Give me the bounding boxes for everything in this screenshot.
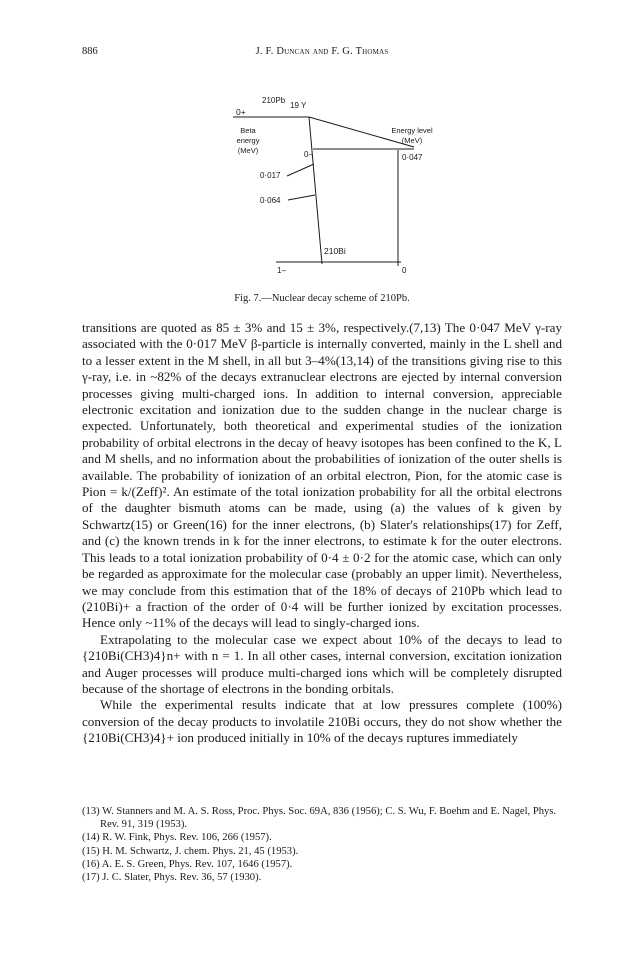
references-list xyxy=(82,805,562,884)
half-life-label: 19 Y xyxy=(290,101,307,110)
ground-energy-label: 0 xyxy=(402,266,407,275)
beta-energy-label-3: (MeV) xyxy=(237,146,259,155)
reference-13: (13) W. Stanners and M. A. S. Ross, Proc. Phys. Soc. 69A, 836 (1956); C. S. Wu, F. Boehm and E. Nagel, Phys. Rev. 91, 319 (1953). xyxy=(82,806,557,831)
reference-15: (15) H. M. Schwartz, J. chem. Phys. 21, 45 (1953). xyxy=(82,845,299,857)
parent-isotope-label: 210Pb xyxy=(262,96,286,105)
energy-level-label-2: (MeV) xyxy=(401,136,423,145)
body-paragraph-2: Extrapolating to the molecular case we expect about 10% of the decays to lead to {210Bi(CH3)4}n+ with n = 1. In all other cases, internal conversion, excitation ionization and Auger processes will produce multi-charged ions which will be completely disrupted because of the shortage of electrons in the bonding orbitals. xyxy=(82,631,562,696)
excited-energy-label: 0·047 xyxy=(402,153,423,162)
reference-16: (16) A. E. S. Green, Phys. Rev. 107, 1646 (1957). xyxy=(82,858,293,870)
body-paragraph-3: While the experimental results indicate that at low pressures complete (100%) conversion of the decay products to involatile 210Bi occurs, they do not show whether the {210Bi(CH3)4}+ ion produced initially in 10% of the decays ruptures immediately xyxy=(82,697,562,746)
figure-caption: Fig. 7.—Nuclear decay scheme of 210Pb. xyxy=(234,293,410,304)
daughter-isotope-label: 210Bi xyxy=(324,246,346,256)
reference-14: (14) R. W. Fink, Phys. Rev. 106, 266 (1957). xyxy=(82,832,272,844)
beta-energy-0017: 0·017 xyxy=(260,171,281,180)
decay-scheme-diagram xyxy=(0,0,644,300)
leader-0064 xyxy=(288,195,315,200)
beta-energy-0064: 0·064 xyxy=(260,196,281,205)
beta-energy-label-2: energy xyxy=(236,136,260,145)
excited-spin-label: 0– xyxy=(304,150,313,159)
reference-17: (17) J. C. Slater, Phys. Rev. 36, 57 (1930). xyxy=(82,872,262,884)
leader-0017 xyxy=(287,164,314,176)
energy-level-label-1: Energy level xyxy=(391,126,433,135)
running-head: J. F. Duncan and F. G. Thomas xyxy=(255,46,389,57)
parent-spin-label: 0+ xyxy=(236,107,246,117)
body-paragraph-1: transitions are quoted as 85 ± 3% and 15 ± 3%, respectively.(7,13) The 0·047 MeV γ-ray associated with the 0·017 MeV β-particle is internally converted, mainly in the L shell and to a lesser extent in the M shell, in all but 3–4%(13,14) of the transitions giving rise to this γ-ray, i.e. in ~82% of the decays extranuclear electrons are ejected by internal conversion processes giving multi-charged ions. In addition to internal conversion, appreciable electronic excitation and ionization due to the sudden change in the nuclear charge is expected. Unfortunately, both theoretical and experimental studies of the ionization probability of orbital electrons in the decay of heavy isotopes has been confined to the K, L and M shells, and no information about the probabilities of ionization of the outer shells is available. The probability of ionization of an orbital electron, Pion, for the atomic case is Pion = k/(Zeff)². An estimate of the total ionization probability for all the orbital electrons of the daughter bismuth atoms can be made, using (a) the values of k given by Schwartz(15) or Green(16) for the inner electrons, (b) Slater's relationships(17) for Zeff, and (c) the known trends in k for the inner electrons, to estimate k for the outer electrons. This leads to a total ionization probability of 0·4 ± 0·2 for the atomic case, which can only be regarded as approximate for the molecular case (probably an upper limit). Nevertheless, we may conclude from this estimation that of the 18% of decays of 210Pb which lead to (210Bi)+ a fraction of the order of 0·4 will be further ionized by excitation processes. Hence only ~11% of the decays will lead to singly-charged ions. xyxy=(82,320,562,631)
beta-path-to-ground xyxy=(309,117,322,264)
body-text xyxy=(82,320,562,747)
page-number: 886 xyxy=(82,46,98,57)
beta-energy-label-1: Beta xyxy=(240,126,256,135)
ground-spin-label: 1– xyxy=(277,266,286,275)
